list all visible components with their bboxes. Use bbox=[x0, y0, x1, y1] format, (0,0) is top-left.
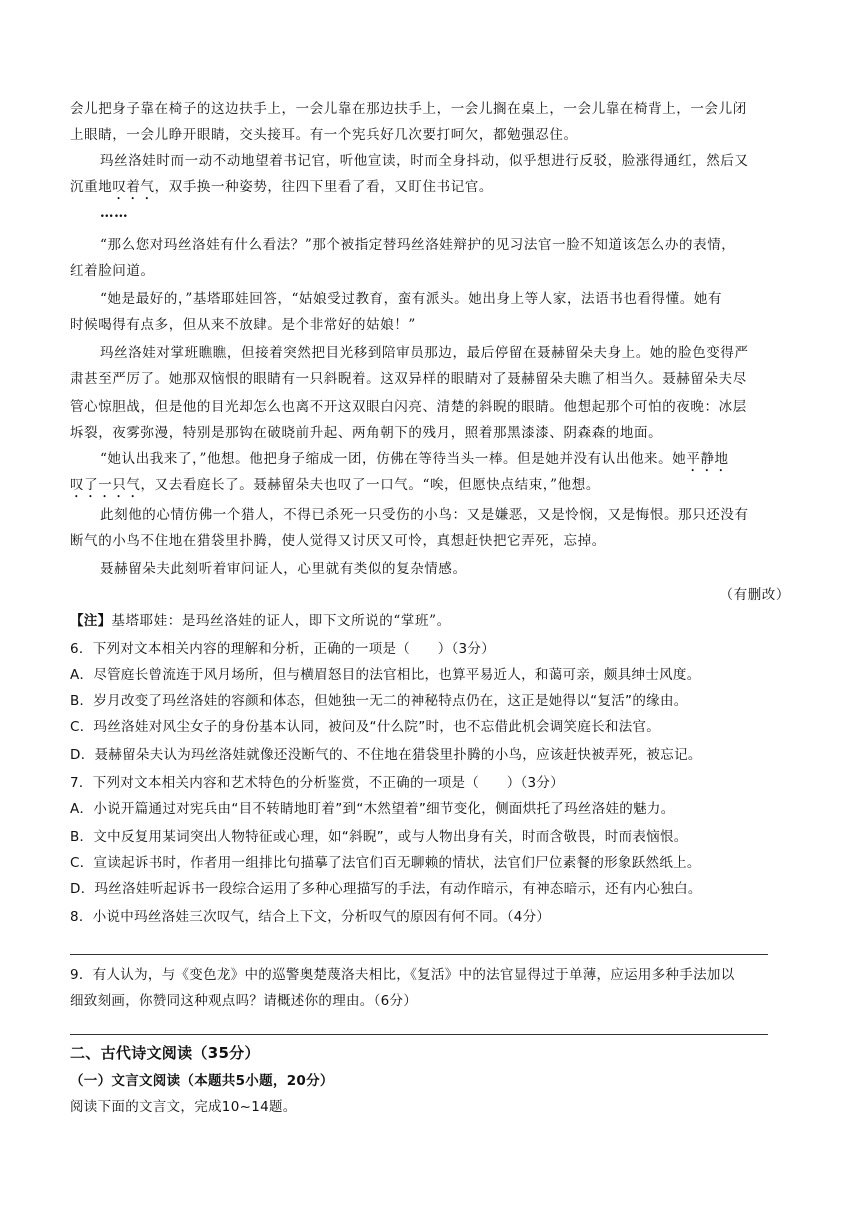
passage-text: ，双手换一种姿势，往四下里看了看，又盯住书记官。 bbox=[154, 179, 494, 195]
passage-line: 会儿把身子靠在椅子的这边扶手上，一会儿靠在那边扶手上，一会儿搁在桌上，一会儿靠在椅背上，一会儿闭 bbox=[70, 101, 747, 117]
passage-line: “她是最好的，”基塔耶娃回答，“姑娘受过教育，蛮有派头。她出身上等人家，法语书也看得懂。她有 bbox=[100, 291, 723, 307]
question-7-option-c: C．宣读起诉书时，作者用一组排比句描摹了法官们百无聊赖的情状，法官们尸位素餐的形象跃然纸上。 bbox=[70, 855, 701, 871]
passage-line: 此刻他的心情仿佛一个猎人，不得已杀死一只受伤的小鸟：又是嫌恶，又是怜悯，又是悔恨。那只还没有 bbox=[100, 507, 749, 523]
question-6-option-c: C．玛丝洛娃对风尘女子的身份基本认同，被问及“什么院”时，也不忘借此机会调笑庭长和法官。 bbox=[70, 719, 661, 735]
passage-line: 时候喝得有点多，但从来不放肆。是个非常好的姑娘！” bbox=[70, 317, 416, 333]
question-6-option-b: B．岁月改变了玛丝洛娃的容颜和体态，但她独一无二的神秘特点仍在，这正是她得以“复活”的缘由。 bbox=[70, 693, 688, 709]
question-7-stem: 7．下列对文本相关内容和艺术特色的分析鉴赏，不正确的一项是（ ）（3分） bbox=[70, 775, 565, 791]
passage-line: 上眼睛，一会儿睁开眼睛，交头接耳。有一个宪兵好几次要打呵欠，都勉强忍住。 bbox=[70, 127, 578, 143]
passage-line bbox=[70, 178, 493, 203]
emphasized-text: 平静地 bbox=[686, 451, 729, 467]
question-8-stem: 8．小说中玛丝洛娃三次叹气，结合上下文，分析叹气的原因有何不同。（4分） bbox=[70, 909, 551, 925]
section-2-title: 二、古代诗文阅读（35分） bbox=[70, 1044, 260, 1062]
ellipsis: …… bbox=[100, 205, 129, 221]
passage-text: ，又去看庭长了。聂赫留朵夫也叹了一口气。“唉，但愿快点结束，”他想。 bbox=[140, 477, 600, 493]
answer-line[interactable] bbox=[70, 954, 768, 955]
question-7-option-d: D．玛丝洛娃听起诉书一段综合运用了多种心理描写的手法，有动作暗示，有神态暗示，还有内心独白。 bbox=[70, 881, 702, 897]
section-2-subtitle: （一）文言文阅读（本题共5小题，20分） bbox=[70, 1073, 334, 1089]
passage-line: 聂赫留朵夫此刻听着审问证人，心里就有类似的复杂情感。 bbox=[100, 561, 467, 577]
answer-line[interactable] bbox=[70, 1034, 768, 1035]
section-2-instruction: 阅读下面的文言文，完成10~14题。 bbox=[70, 1099, 297, 1115]
question-7-option-b: B．文中反复用某词突出人物特征或心理，如“斜睨”，或与人物出身有关，时而含敬畏，时而表恼恨。 bbox=[70, 829, 688, 845]
annotation-note bbox=[70, 612, 451, 630]
passage-line: 玛丝洛娃时而一动不动地望着书记官，听他宣读，时而全身抖动，似乎想进行反驳，脸涨得通红，然后又 bbox=[100, 153, 749, 169]
passage-line: 坼裂，夜雾弥漫，特别是那钩在破晓前升起、两角朝下的残月，照着那黑漆漆、阴森森的地面。 bbox=[70, 425, 663, 441]
passage-text: 沉重地 bbox=[70, 179, 113, 195]
passage-line bbox=[100, 450, 729, 475]
passage-line: 肃甚至严厉了。她那双恼恨的眼睛有一只斜睨着。这双异样的眼睛对了聂赫留朵夫瞧了相当久。聂赫留朵夫尽 bbox=[70, 371, 747, 387]
passage-line: “那么您对玛丝洛娃有什么看法？”那个被指定替玛丝洛娃辩护的见习法官一脸不知道该怎么办的表情， bbox=[100, 237, 736, 253]
emphasized-text: 叹了一只气 bbox=[70, 477, 141, 493]
emphasized-text: 叹着气 bbox=[112, 179, 155, 195]
question-9-line: 细致刻画，你赞同这种观点吗？请概述你的理由。（6分） bbox=[70, 993, 418, 1009]
passage-line: 红着脸问道。 bbox=[70, 263, 155, 279]
passage-line: 管心惊胆战，但是他的目光却怎么也离不开这双眼白闪亮、清楚的斜睨的眼睛。他想起那个可怕的夜晚：冰层 bbox=[70, 399, 747, 415]
note-text: 基塔耶娃：是玛丝洛娃的证人，即下文所说的“掌班”。 bbox=[111, 613, 451, 629]
source-note: （有删改） bbox=[719, 587, 790, 603]
question-6-option-a: A．尽管庭长曾流连于风月场所，但与横眉怒目的法官相比，也算平易近人，和蔼可亲，颇具绅士风度。 bbox=[70, 667, 701, 683]
passage-line: 断气的小鸟不住地在猎袋里扑腾，使人觉得又讨厌又可怜，真想赶快把它弄死，忘掉。 bbox=[70, 533, 606, 549]
passage-text: “她认出我来了，”他想。他把身子缩成一团，仿佛在等待当头一棒。但是她并没有认出他来。她 bbox=[100, 451, 687, 467]
question-7-option-a: A．小说开篇通过对宪兵由“目不转睛地盯着”到“木然望着”细节变化，侧面烘托了玛丝洛娃的魅力。 bbox=[70, 801, 675, 817]
note-label: 【注】 bbox=[70, 613, 112, 629]
passage-line bbox=[70, 476, 600, 501]
passage-line: 玛丝洛娃对掌班瞧瞧，但接着突然把目光移到陪审员那边，最后停留在聂赫留朵夫身上。她的脸色变得严 bbox=[100, 345, 749, 361]
question-6-stem: 6．下列对文本相关内容的理解和分析，正确的一项是（ ）（3分） bbox=[70, 641, 496, 657]
question-9-line: 9．有人认为，与《变色龙》中的巡警奥楚蔑洛夫相比，《复活》中的法官显得过于单薄，应运用多种手法加以 bbox=[70, 967, 735, 983]
question-6-option-d: D．聂赫留朵夫认为玛丝洛娃就像还没断气的、不住地在猎袋里扑腾的小鸟，应该赶快被弄死，被忘记。 bbox=[70, 747, 702, 763]
